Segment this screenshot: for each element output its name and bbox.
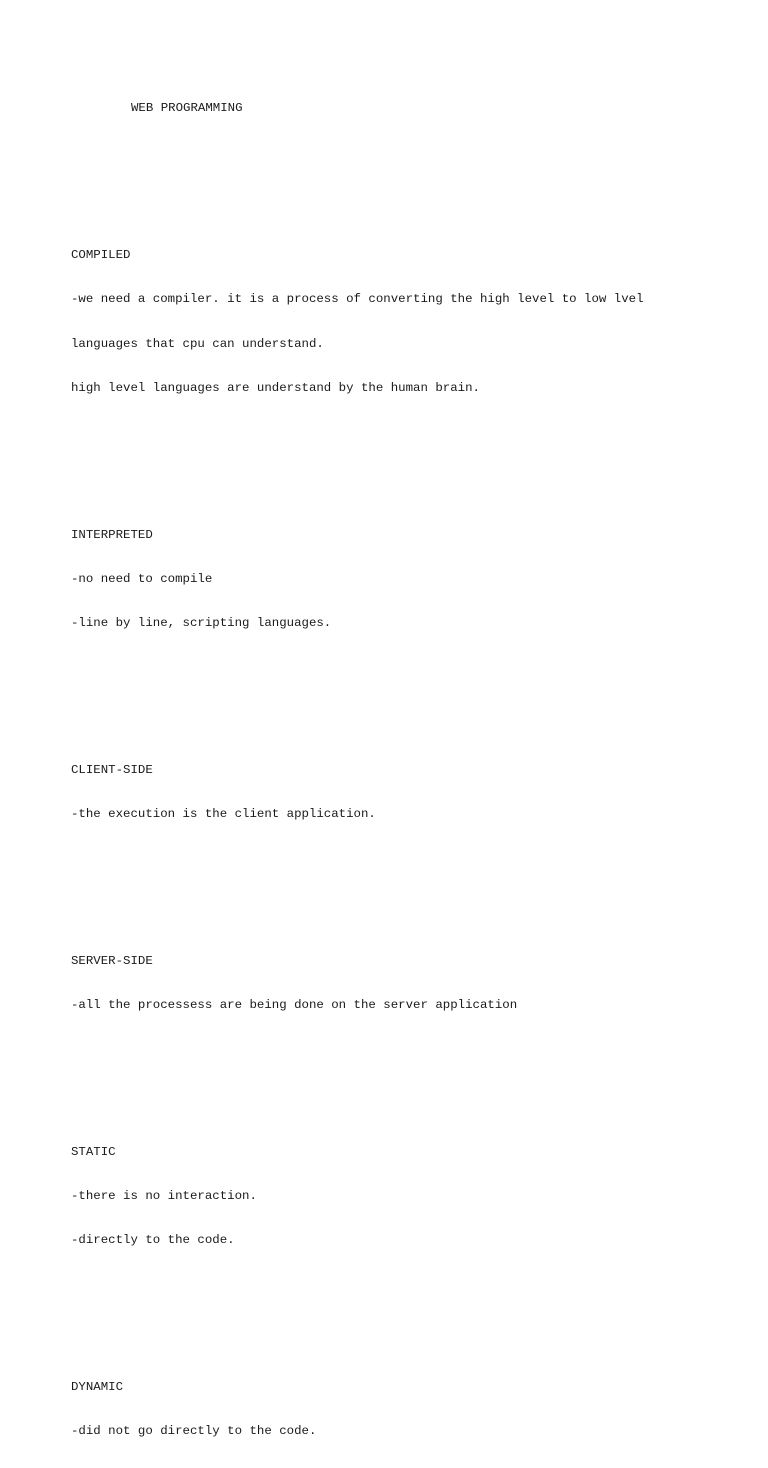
section-line: -directly to the code.: [71, 1233, 235, 1248]
blank-line: [71, 425, 731, 440]
section-heading-server-side: SERVER-SIDE: [71, 953, 153, 968]
blank-line: [71, 660, 731, 675]
blank-line: [71, 1042, 731, 1057]
section-heading-compiled: COMPILED: [71, 248, 131, 263]
blank-line: [71, 146, 731, 161]
section-line: -no need to compile: [71, 571, 213, 586]
blank-line: [71, 1277, 731, 1292]
document-body: [71, 72, 731, 1468]
section-heading-static: STATIC: [71, 1144, 116, 1159]
section-line: -all the processess are being done on the server application: [71, 998, 518, 1012]
section-line: -the execution is the client application.: [71, 806, 376, 821]
document-title: WEB PROGRAMMING: [131, 101, 243, 116]
section-heading-dynamic: DYNAMIC: [71, 1380, 124, 1395]
blank-line: [71, 190, 731, 205]
section-line: languages that cpu can understand.: [71, 336, 324, 351]
section-line: high level languages are understand by the human brain.: [71, 380, 480, 395]
section-heading-interpreted: INTERPRETED: [71, 527, 153, 542]
blank-line: [71, 469, 731, 484]
blank-line: [71, 704, 731, 719]
section-line: -did not go directly to the code.: [71, 1424, 317, 1439]
section-line: -we need a compiler. it is a process of converting the high level to low lvel: [71, 292, 644, 307]
section-heading-client-side: CLIENT-SIDE: [71, 762, 153, 777]
blank-line: [71, 1086, 731, 1101]
blank-line: [71, 1321, 731, 1336]
blank-line: [71, 851, 731, 866]
section-line: -there is no interaction.: [71, 1189, 257, 1204]
blank-line: [71, 895, 731, 910]
section-line: -line by line, scripting languages.: [71, 615, 332, 630]
